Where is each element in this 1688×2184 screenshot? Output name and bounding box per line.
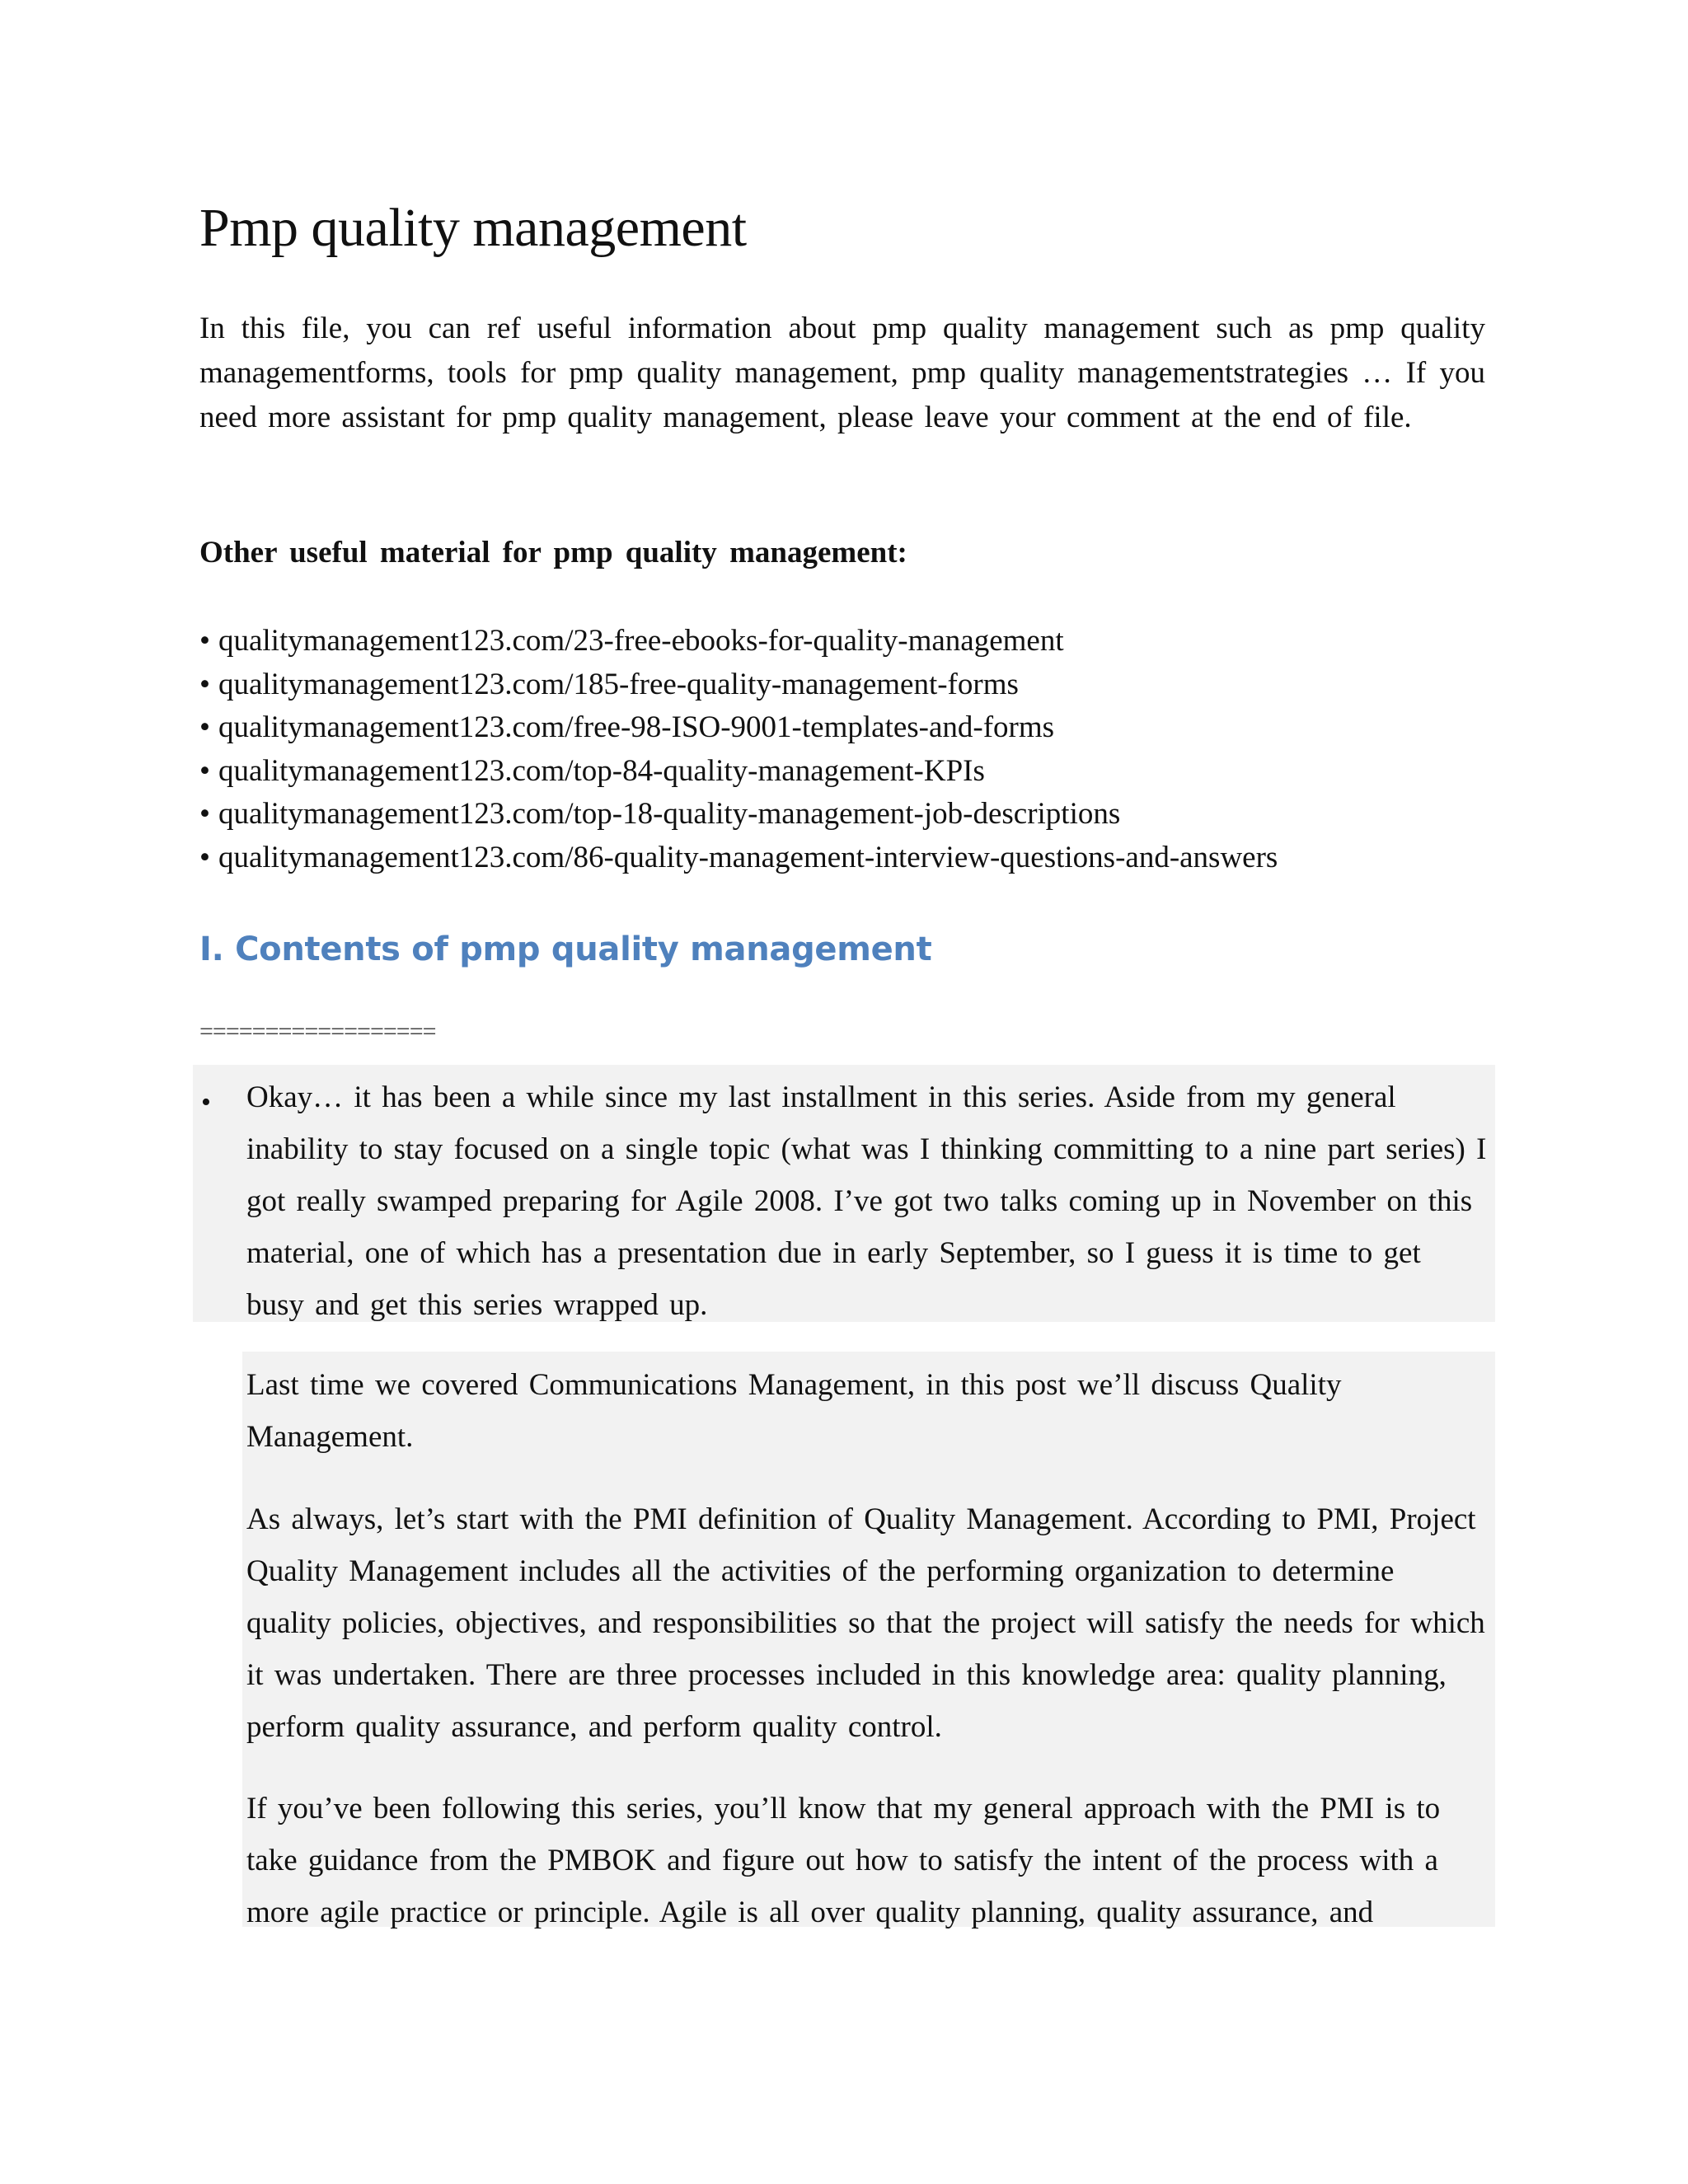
list-item[interactable] xyxy=(199,837,1278,880)
bullet-icon: • xyxy=(199,624,210,658)
bullet-icon: • xyxy=(199,710,210,744)
link-text[interactable]: qualitymanagement123.com/top-18-quality-management-job-descriptions xyxy=(218,797,1121,831)
list-item[interactable] xyxy=(199,750,1278,794)
section-heading-contents: I. Contents of pmp quality management xyxy=(199,930,932,968)
bullet-icon: • xyxy=(199,667,210,701)
list-item[interactable] xyxy=(199,620,1278,663)
list-item[interactable] xyxy=(199,793,1278,837)
link-text[interactable]: qualitymanagement123.com/23-free-ebooks-for-quality-management xyxy=(218,624,1064,658)
separator-line: ================== xyxy=(199,1018,436,1045)
useful-links-list xyxy=(199,620,1278,879)
list-bullet-icon: • xyxy=(201,1087,211,1118)
bullet-icon: • xyxy=(199,797,210,831)
other-material-heading: Other useful material for pmp quality management: xyxy=(199,536,907,569)
body-paragraph-2: Last time we covered Communications Management, in this post we’ll discuss Quality Management. xyxy=(246,1368,1342,1454)
intro-paragraph: In this file, you can ref useful information about pmp quality management such as pmp quality managementforms, tools for pmp quality management, pmp quality managementstrategies … If you need more assistant for pmp quality management, please leave your comment at the end of file. xyxy=(199,312,1485,434)
body-paragraph-4: If you’ve been following this series, you’ll know that my general approach with the PMI is to take guidance from the PMBOK and figure out how to satisfy the intent of the process with a more agile practice or principle. Agile is all over quality planning, quality assurance, and xyxy=(246,1792,1441,1929)
list-item[interactable] xyxy=(199,706,1278,750)
link-text[interactable]: qualitymanagement123.com/top-84-quality-management-KPIs xyxy=(218,753,985,788)
bullet-icon: • xyxy=(199,840,210,874)
body-paragraph-3: As always, let’s start with the PMI definition of Quality Management. According to PMI, Project Quality Management includes all the activities of the performing organization to determine quality policies, objectives, and responsibilities so that the project will satisfy the needs for which it was undertaken. There are three processes included in this knowledge area: quality planning, perform quality assurance, and perform quality control. xyxy=(246,1502,1485,1744)
document-title: Pmp quality management xyxy=(199,198,747,258)
body-paragraph-1: Okay… it has been a while since my last installment in this series. Aside from my general inability to stay focused on a single topic (what was I thinking committing to a nine part series) I got really swamped preparing for Agile 2008. I’ve got two talks coming up in November on this material, one of which has a presentation due in early September, so I guess it is time to get busy and get this series wrapped up. xyxy=(246,1080,1487,1322)
link-text[interactable]: qualitymanagement123.com/86-quality-management-interview-questions-and-answers xyxy=(218,840,1278,874)
link-text[interactable]: qualitymanagement123.com/free-98-ISO-9001-templates-and-forms xyxy=(218,710,1055,744)
link-text[interactable]: qualitymanagement123.com/185-free-quality-management-forms xyxy=(218,667,1019,701)
bullet-icon: • xyxy=(199,753,210,788)
list-item[interactable] xyxy=(199,663,1278,707)
